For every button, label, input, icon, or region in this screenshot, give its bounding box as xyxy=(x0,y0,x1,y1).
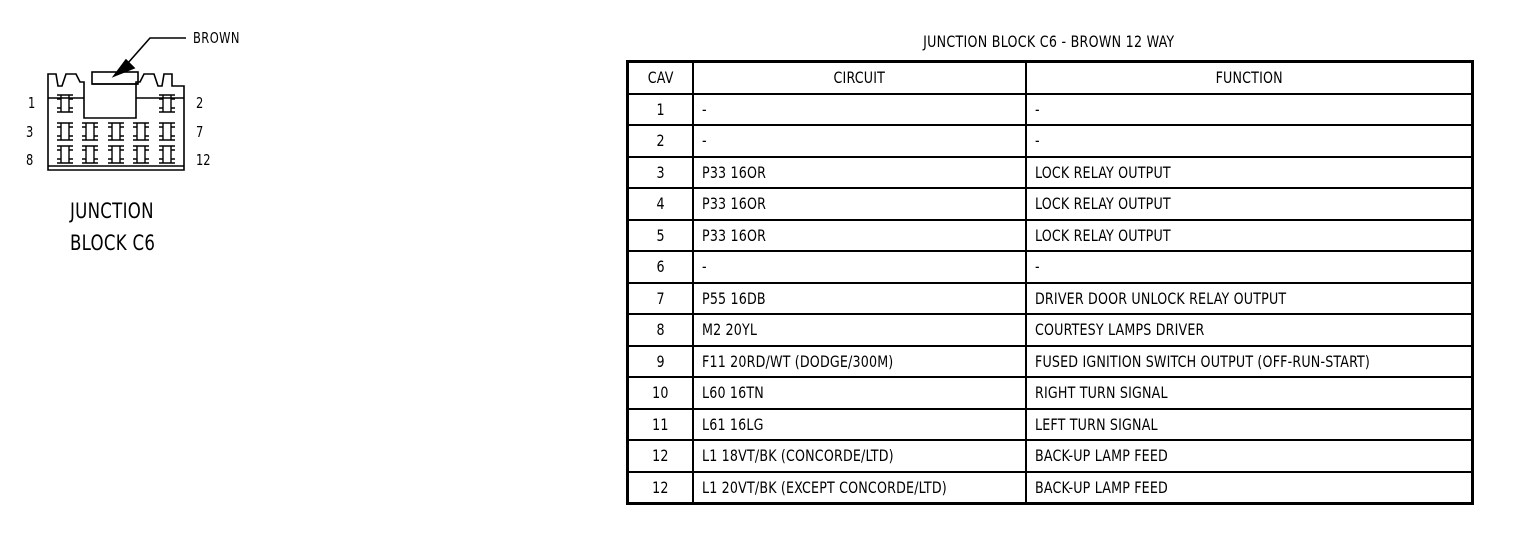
function-cell: BACK-UP LAMP FEED xyxy=(1026,472,1473,504)
function-cell: - xyxy=(1026,251,1473,283)
table-row xyxy=(628,440,1473,472)
function-cell: BACK-UP LAMP FEED xyxy=(1026,440,1473,472)
circuit-cell: - xyxy=(693,125,1026,157)
leader-arrowhead xyxy=(114,60,134,76)
circuit-cell: - xyxy=(693,94,1026,126)
pinout-table xyxy=(626,60,1474,505)
cav-cell: 11 xyxy=(628,409,693,441)
cav-cell: 7 xyxy=(628,283,693,315)
cav-cell: 12 xyxy=(628,472,693,504)
connector-color-label: BROWN xyxy=(193,29,240,47)
cavity-label-mid-right: 7 xyxy=(196,123,204,141)
function-cell: COURTESY LAMPS DRIVER xyxy=(1026,314,1473,346)
cavity-label-mid-left: 3 xyxy=(26,123,34,141)
table-row xyxy=(628,346,1473,378)
connector-title-line1: JUNCTION xyxy=(70,199,154,223)
cav-cell: 4 xyxy=(628,188,693,220)
circuit-cell: P55 16DB xyxy=(693,283,1026,315)
function-cell: LOCK RELAY OUTPUT xyxy=(1026,157,1473,189)
table-title xyxy=(627,33,1470,51)
circuit-cell: L1 20VT/BK (EXCEPT CONCORDE/LTD) xyxy=(693,472,1026,504)
table-row xyxy=(628,377,1473,409)
circuit-cell: P33 16OR xyxy=(693,220,1026,252)
cav-cell: 5 xyxy=(628,220,693,252)
header-cav: CAV xyxy=(628,62,693,94)
cavity-label-bottom-left: 8 xyxy=(26,151,34,169)
circuit-cell: F11 20RD/WT (DODGE/300M) xyxy=(693,346,1026,378)
cavity-label-top-left: 1 xyxy=(28,94,36,112)
function-cell: RIGHT TURN SIGNAL xyxy=(1026,377,1473,409)
table-title-text: JUNCTION BLOCK C6 - BROWN 12 WAY xyxy=(922,32,1175,51)
cav-cell: 3 xyxy=(628,157,693,189)
table-row xyxy=(628,283,1473,315)
function-cell: LOCK RELAY OUTPUT xyxy=(1026,188,1473,220)
cav-cell: 10 xyxy=(628,377,693,409)
connector-title-line2: BLOCK C6 xyxy=(70,231,156,255)
cav-cell: 9 xyxy=(628,346,693,378)
function-cell: LEFT TURN SIGNAL xyxy=(1026,409,1473,441)
connector-title xyxy=(70,195,155,259)
cav-cell: 2 xyxy=(628,125,693,157)
table-row xyxy=(628,188,1473,220)
table-row xyxy=(628,125,1473,157)
function-cell: LOCK RELAY OUTPUT xyxy=(1026,220,1473,252)
table-row xyxy=(628,409,1473,441)
function-cell: - xyxy=(1026,125,1473,157)
circuit-cell: L61 16LG xyxy=(693,409,1026,441)
table-row xyxy=(628,220,1473,252)
circuit-cell: M2 20YL xyxy=(693,314,1026,346)
cav-cell: 6 xyxy=(628,251,693,283)
table-row xyxy=(628,94,1473,126)
function-cell: - xyxy=(1026,94,1473,126)
table-row xyxy=(628,157,1473,189)
table-row xyxy=(628,251,1473,283)
table-row xyxy=(628,472,1473,504)
function-cell: DRIVER DOOR UNLOCK RELAY OUTPUT xyxy=(1026,283,1473,315)
function-cell: FUSED IGNITION SWITCH OUTPUT (OFF-RUN-START) xyxy=(1026,346,1473,378)
cavity-row-2 xyxy=(57,123,175,140)
cav-cell: 8 xyxy=(628,314,693,346)
connector-diagram xyxy=(0,0,600,554)
cavity-label-top-right: 2 xyxy=(196,94,204,112)
table-header-row xyxy=(628,62,1473,94)
circuit-cell: L60 16TN xyxy=(693,377,1026,409)
cavity-row-3 xyxy=(57,146,175,163)
header-circuit: CIRCUIT xyxy=(693,62,1026,94)
header-function: FUNCTION xyxy=(1026,62,1473,94)
circuit-cell: - xyxy=(693,251,1026,283)
cav-cell: 1 xyxy=(628,94,693,126)
circuit-cell: P33 16OR xyxy=(693,188,1026,220)
table-row xyxy=(628,314,1473,346)
cav-cell: 12 xyxy=(628,440,693,472)
cavity-label-bottom-right: 12 xyxy=(196,151,211,169)
circuit-cell: L1 18VT/BK (CONCORDE/LTD) xyxy=(693,440,1026,472)
circuit-cell: P33 16OR xyxy=(693,157,1026,189)
